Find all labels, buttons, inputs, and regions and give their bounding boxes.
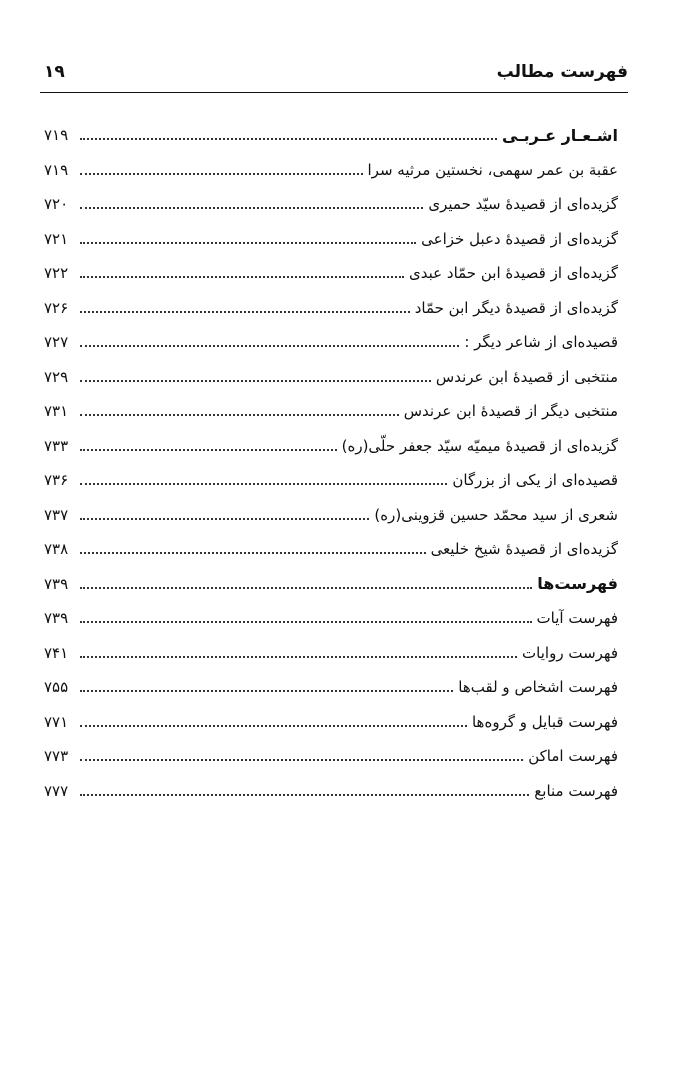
toc-page-number: ۷۲۲ [44,264,69,283]
toc-entry-row [44,670,618,705]
toc-page-number: ۷۳۳ [44,436,69,455]
toc-entry-row [44,463,618,498]
toc-entry-title: فهرست منابع [534,781,618,800]
toc-page-number: ۷۳۸ [44,540,69,559]
toc-entry-title: گزیده‌ای از قصیدهٔ دعبل خزاعی [421,229,618,248]
toc-entry-row [44,601,618,636]
toc-entry-title: شعری از سید محمّد حسین قزوینی(ره) [374,505,618,524]
toc-entry-title: فهرست قبایل و گروه‌ها [471,712,618,731]
toc-page-number: ۷۱۹ [44,126,69,145]
toc-entry-title: گزیده‌ای از قصیدهٔ میمیّه سیّد جعفر حلّی(ره) [341,436,618,455]
toc-entry-title: عقبة بن عمر سهمی، نخستین مرثیه سرا [367,160,618,179]
dot-leader [80,552,426,554]
toc-entry-row [44,256,618,291]
toc-page-number: ۷۷۳ [44,747,69,766]
toc-entry-title: قصیده‌ای از یکی از بزرگان [452,471,618,490]
toc-page-number: ۷۷۱ [44,712,69,731]
dot-leader [80,518,369,520]
toc-entry-row [44,705,618,740]
dot-leader [80,621,532,623]
page-number: ۱۹ [44,62,65,82]
toc-section-row [44,567,618,602]
toc-entry-row [44,394,618,429]
toc-entry-row [44,498,618,533]
toc-section-title: اشـعـار عـربـی [502,125,618,145]
toc-section-row [44,118,618,153]
dot-leader [80,725,467,727]
toc-page-number: ۷۳۷ [44,505,69,524]
toc-entry-row [44,360,618,395]
toc-page-number: ۷۳۶ [44,471,69,490]
toc-entry-row [44,739,618,774]
toc-entry-row [44,429,618,464]
dot-leader [80,759,523,761]
dot-leader [80,138,497,140]
dot-leader [80,207,423,209]
toc-entry-row [44,636,618,671]
toc-section-title: فهرست‌ها [537,574,618,594]
dot-leader [80,311,410,313]
toc-entry-row [44,325,618,360]
toc-page-number: ۷۵۵ [44,678,69,697]
dot-leader [80,345,459,347]
toc-page-number: ۷۷۷ [44,781,69,800]
page-header [40,58,628,93]
dot-leader [80,414,399,416]
toc-page-number: ۷۳۹ [44,574,69,593]
toc-entry-title: فهرست روایات [522,643,618,662]
toc-entry-row [44,774,618,809]
table-of-contents [44,118,618,808]
toc-entry-title: گزیده‌ای از قصیدهٔ شیخ خلیعی [430,540,618,559]
toc-page-number: ۷۳۹ [44,609,69,628]
toc-entry-title: منتخبی دیگر از قصیدهٔ ابن عرندس [403,402,618,421]
toc-entry-title: گزیده‌ای از قصیدهٔ ابن حمّاد عبدی [409,264,618,283]
toc-page-number: ۷۴۱ [44,643,69,662]
toc-page-number: ۷۳۱ [44,402,69,421]
dot-leader [80,276,404,278]
dot-leader [80,483,447,485]
dot-leader [80,587,532,589]
dot-leader [80,690,453,692]
dot-leader [80,449,337,451]
toc-page-number: ۷۲۶ [44,298,69,317]
toc-page-number: ۷۲۷ [44,333,69,352]
toc-page-number: ۷۱۹ [44,160,69,179]
toc-entry-row [44,532,618,567]
toc-entry-title: فهرست آیات [536,609,618,628]
dot-leader [80,656,517,658]
toc-page-number: ۷۲۹ [44,367,69,386]
toc-entry-title: فهرست اماکن [528,747,618,766]
page-title: فهرست مطالب [496,62,628,82]
toc-entry-title: قصیده‌ای از شاعر دیگر : [464,333,618,352]
toc-entry-row [44,222,618,257]
toc-page-number: ۷۲۰ [44,195,69,214]
toc-entry-title: گزیده‌ای از قصیدهٔ سیّد حمیری [428,195,618,214]
toc-entry-row [44,291,618,326]
dot-leader [80,380,431,382]
toc-entry-title: فهرست اشخاص و لقب‌ها [458,678,618,697]
toc-entry-row [44,187,618,222]
toc-entry-title: گزیده‌ای از قصیدهٔ دیگر ابن حمّاد [414,298,618,317]
toc-entry-title: منتخبی از قصیدهٔ ابن عرندس [435,367,618,386]
dot-leader [80,794,529,796]
toc-page-number: ۷۲۱ [44,229,69,248]
dot-leader [80,242,416,244]
toc-entry-row [44,153,618,188]
dot-leader [80,173,363,175]
